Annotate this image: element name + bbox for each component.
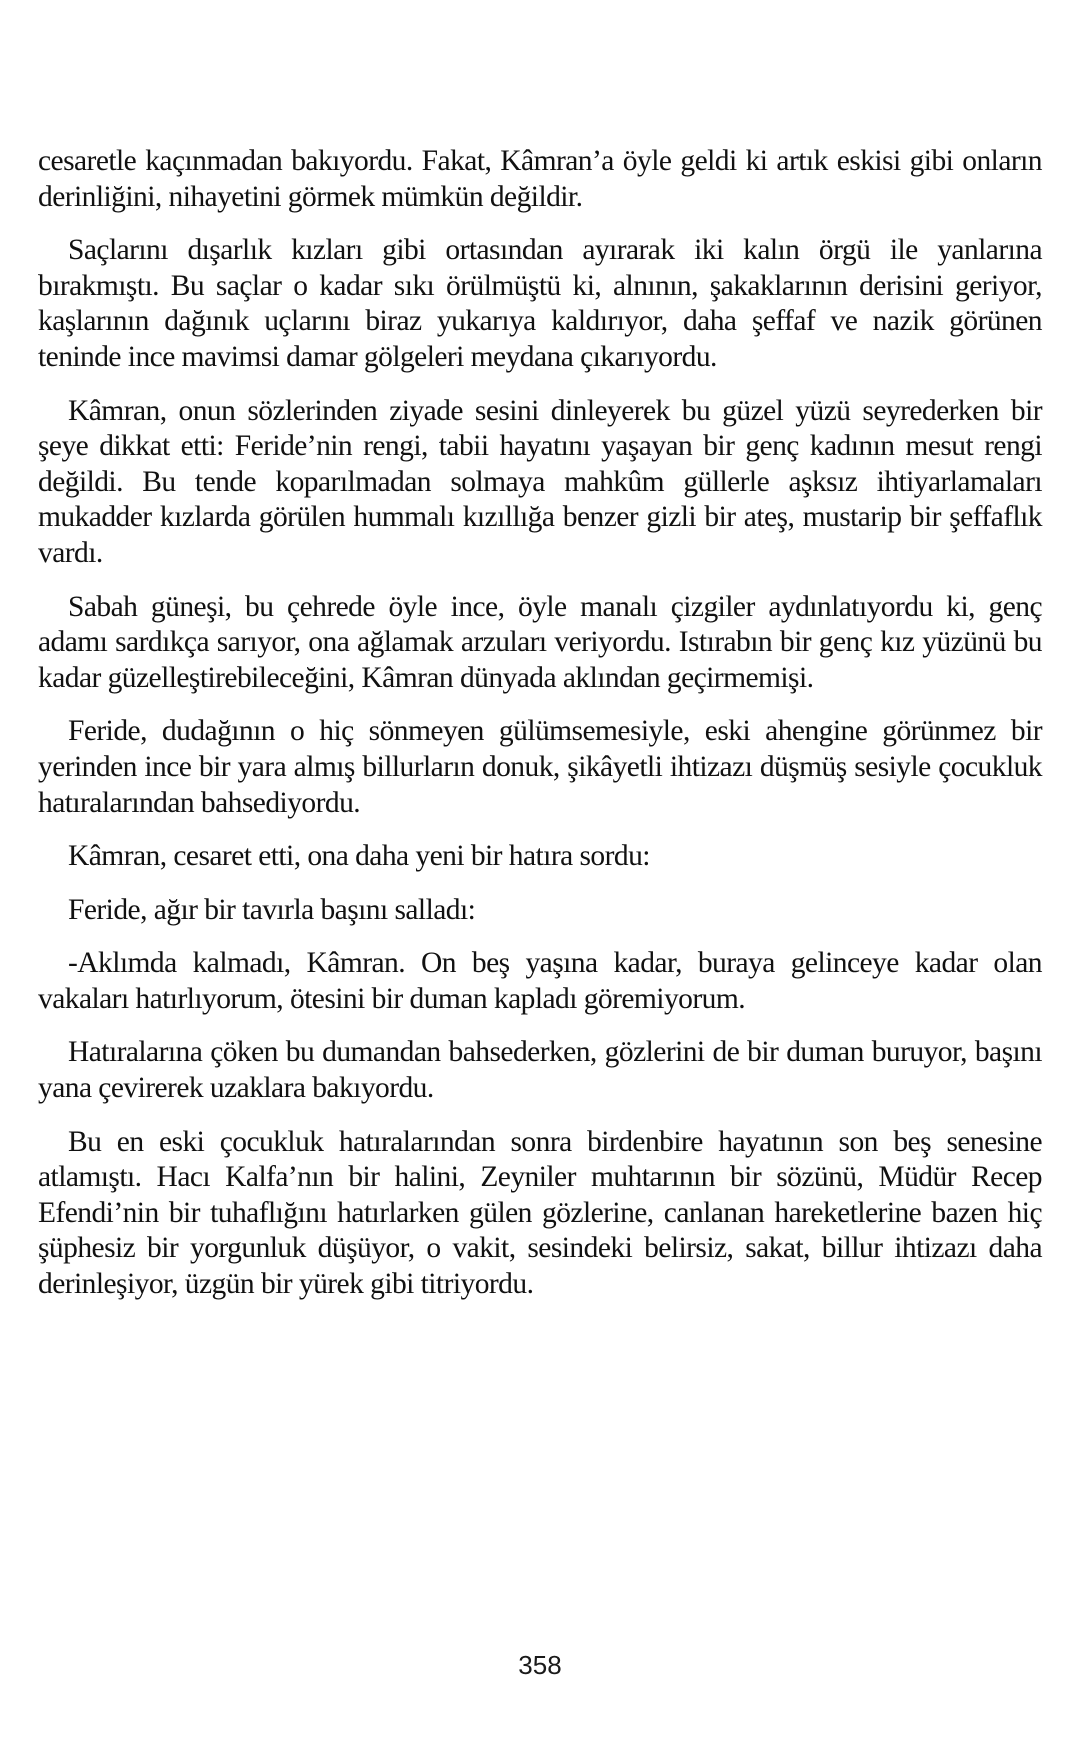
paragraph-5: Feride, dudağının o hiç sönmeyen gülümsemesiyle, eski ahengine görünmez bir yerinden ince bir yara almış billurların donuk, şikâyetli ihtizazı düşmüş sesiyle çocukluk hatıralarından bahsediyordu. [38,715,1042,819]
paragraph-8: -Aklımda kalmadı, Kâmran. On beş yaşına kadar, buraya gelinceye kadar olan vakaları hatırlıyorum, ötesini bir duman kapladı göremiyorum. [38,947,1042,1015]
paragraph-2: Saçlarını dışarlık kızları gibi ortasından ayırarak iki kalın örgü ile yanlarına bırakmıştı. Bu saçlar o kadar sıkı örülmüştü ki, alnının, şakaklarının derisini geriyor, kaşlarının dağınık uçlarını biraz yukarıya kaldırıyor, daha şeffaf ve nazik görünen teninde ince mavimsi damar gölgeleri meydana çıkarıyordu. [38,234,1042,373]
paragraph-6: Kâmran, cesaret etti, ona daha yeni bir hatıra sordu: [68,840,650,873]
paragraph-4: Sabah güneşi, bu çehrede öyle ince, öyle manalı çizgiler aydınlatıyordu ki, genç adamı sardıkça sarıyor, ona ağlamak arzuları veriyordu. Istırabın bir genç kız yüzünü bu kadar güzelleştirebileceğini, Kâmran dünyada aklından geçirmemişi. [38,590,1042,694]
paragraph-1: cesaretle kaçınmadan bakıyordu. Fakat, Kâmran’a öyle geldi ki artık eskisi gibi onların derinliğini, nihayetini görmek mümkün değildir. [38,145,1042,213]
paragraph-7: Feride, ağır bir tavırla başını salladı: [68,893,476,926]
page-number: 358 [518,1650,562,1680]
paragraph-10: Bu en eski çocukluk hatıralarından sonra birdenbire hayatının son beş senesine atlamıştı. Hacı Kalfa’nın bir halini, Zeyniler muhtarının bir sözünü, Müdür Recep Efendi’nin bir tuhaflığını hatırlarken gülen gözlerine, canlanan hareketlerine bazen hiç şüphesiz bir yorgunluk düşüyor, o vakit, sesindeki belirsiz, sakat, billur ihtizazı daha derinleşiyor, üzgün bir yürek gibi titriyordu. [38,1125,1042,1301]
paragraph-3: Kâmran, onun sözlerinden ziyade sesini dinleyerek bu güzel yüzü seyrederken bir şeye dikkat etti: Feride’nin rengi, tabii hayatını yaşayan bir genç kadının mesut rengi değildi. Bu tende koparılmadan solmaya mahkûm güllerle aşksız ihtiyarlamaları mukadder kızlarda görülen hummalı kızıllığa benzer gizli bir ateş, mustarip bir şeffaflık vardı. [38,394,1042,569]
page-body [38,144,1042,1321]
paragraph-9: Hatıralarına çöken bu dumandan bahsederken, gözlerini de bir duman buruyor, başını yana çevirerek uzaklara bakıyordu. [38,1036,1042,1105]
